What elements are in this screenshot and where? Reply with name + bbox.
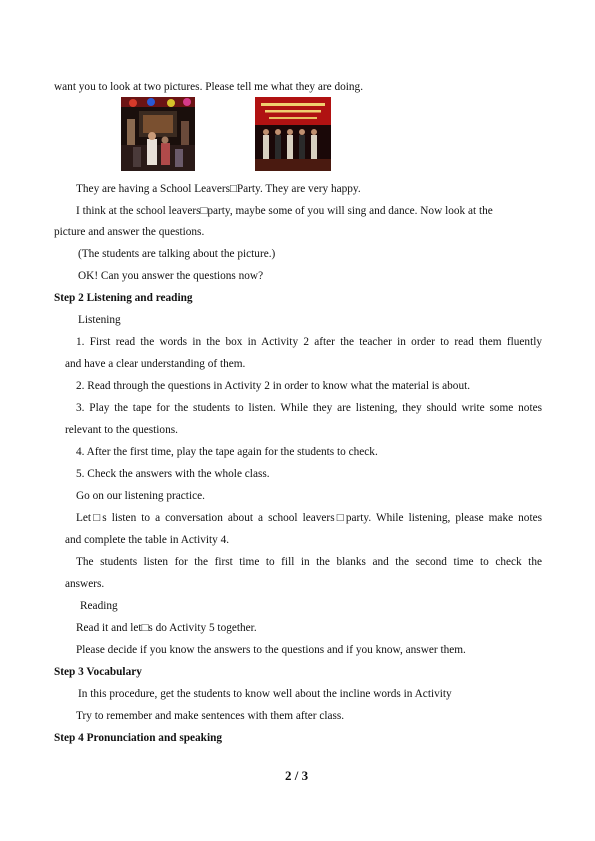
text-line: Please decide if you know the answers to the questions and if you know, answer them. [76,644,466,656]
heading-step-3: Step 3 Vocabulary [54,666,142,678]
text-line: The students listen for the first time to fill in the blanks and the second time to check the [76,556,542,568]
text-line: Go on our listening practice. [76,490,205,502]
text-line: 1. First read the words in the box in Activity 2 after the teacher in order to read them fluently [76,336,542,348]
text-line: Read it and let□s do Activity 5 together. [76,622,257,634]
text-line: I think at the school leavers□party, maybe some of you will sing and dance. Now look at the [76,205,493,217]
party-scene-illustration [121,97,195,171]
text-line: In this procedure, get the students to know well about the incline words in Activity [78,688,452,700]
text-line: 3. Play the tape for the students to listen. While they are listening, they should write some notes [76,402,542,414]
text-line: and have a clear understanding of them. [65,358,246,370]
text-line: 2. Read through the questions in Activity 2 in order to know what the material is about. [76,380,471,392]
text-line: 4. After the first time, play the tape again for the students to check. [76,446,378,458]
party-photo-right [255,97,331,171]
text-line: and complete the table in Activity 4. [65,534,230,546]
text-line: OK! Can you answer the questions now? [78,270,264,282]
text-line: Let□s listen to a conversation about a school leavers□party. While listening, please make notes [76,512,542,524]
text-line: 5. Check the answers with the whole class. [76,468,270,480]
text-line: picture and answer the questions. [54,226,205,238]
subheading-reading: Reading [80,600,118,612]
intro-line: want you to look at two pictures. Please tell me what they are doing. [54,81,364,93]
heading-step-2: Step 2 Listening and reading [54,292,193,304]
text-line: (The students are talking about the picture.) [78,248,276,260]
page-number: 2 / 3 [285,768,309,783]
text-line: answers. [65,578,105,590]
text-line: relevant to the questions. [65,424,178,436]
subheading-listening: Listening [78,314,121,326]
party-photo-left [121,97,195,171]
text-line: Try to remember and make sentences with them after class. [76,710,345,722]
heading-step-4: Step 4 Pronunciation and speaking [54,732,223,744]
text-line: They are having a School Leavers□Party. They are very happy. [76,183,361,195]
stage-performance-illustration [255,97,331,171]
